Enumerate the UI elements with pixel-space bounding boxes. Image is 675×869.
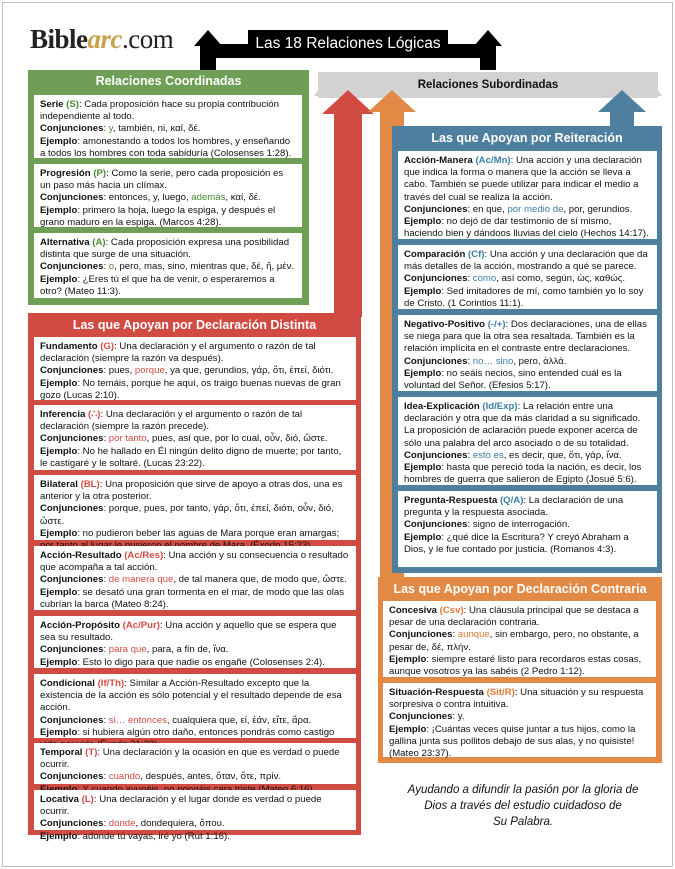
card-inferencia: Inferencia (∴): Una declaración y el argumento o razón de tal declaración (siempre la razón precede). Conjunciones: por tanto, pues, así que, por lo cual, οὖν, διό, ὥστε. Ejemplo: No he hallado en Él ningún delito digno de muerte; por tanto, le castigaré y le soltaré. (Lucas 23:22).	[34, 405, 356, 470]
card-locativa: Locativa (L): Una declaración y el lugar donde es verdad o puede ocurrir. Conjunciones: donde, dondequiera, ὅπου. Ejemplo: adonde tú vayas, iré yo (Rut 1:16).	[34, 790, 356, 830]
card-progresion: Progresión (P): Como la serie, pero cada proposición es un paso más hacia un clímax. Conjunciones: entonces, y, luego, además, καί, δέ. Ejemplo: primero la hoja, luego la espiga, y después el grano maduro en la espiga. (Marcos 4:28).	[34, 164, 302, 227]
card-comparacion: Comparación (Cf): Una acción y una declaración que da más detalles de la acción, mostrando a qué se parece. Conjunciones: como, así como, según, ὡς, καθώς. Ejemplo: Sed imitadores de mí, como también yo lo soy de Cristo. (1 Corintios 11:1).	[398, 245, 657, 309]
contraria-title: Las que Apoyan por Declaración Contraria	[393, 582, 647, 596]
card-accion-manera: Acción-Manera (Ac/Mn): Una acción y una declaración que indica la forma o manera que la acción se lleva a cabo. También se puede utilizar para indicar el medio a través del cual se realiza la acción. Conjunciones: en que, por medio de, por, gerundios. Ejemplo: no dejó de dar testimonio de sí mismo, haciendo bien y dándoos lluvias del cielo (Hechos 14:17).	[398, 151, 657, 239]
card-bilateral: Bilateral (BL): Una proposición que sirve de apoyo a otras dos, una es anterior y la otra posterior. Conjunciones: porque, pues, por tanto, γάρ, ὅτι, ἐπεί, διότι, οὖν, διό, ὥστε. Ejemplo: no pudieron beber las aguas de Mara porque eran amargas;	[34, 475, 356, 540]
coordinadas-title: Relaciones Coordinadas	[95, 74, 242, 88]
card-accion-proposito: Acción-Propósito (Ac/Pur): Una acción y aquello que se espera que sea su resultado. Conjunciones: para que, para, a fin de, ἵνα. Ejemplo: Esto lo digo para que nadie os engañe (Colosenses 2:4).	[34, 616, 356, 668]
card-negativo-positivo: Negativo-Positivo (-/+): Dos declaraciones, una de ellas se niega para que la otra sea resaltada. También es la relación implícita en el contraste entre declaraciones. Conjunciones: no… sino, pero, ἀλλά. Ejemplo: no seáis necios, sino entended cuál es la voluntad del Señor. (Efesios 5:17).	[398, 315, 657, 391]
card-pregunta-respuesta: Pregunta-Respuesta (Q/A): La declaración de una pregunta y la respuesta asociada. Conjunciones: signo de interrogación. Ejemplo: ¿qué dice la Escritura? Y creyó Abraham a Dios, y le fue contado por justicia. (Romanos 4:3).	[398, 491, 657, 567]
card-alternativa: Alternativa (A): Cada proposición expresa una posibilidad distinta que surge de una situación. Conjunciones: o, pero, mas, sino, mientras que, δέ, ἤ, μέν. Ejemplo: ¿Eres tú el que ha de venir, o esperaremos a otro? (Mateo 11:3).	[34, 233, 302, 298]
bibleroc-logo: Biblearc.com	[30, 24, 174, 54]
card-accion-resultado: Acción-Resultado (Ac/Res): Una acción y su consecuencia o resultado que acompaña a tal acción. Conjunciones: de manera que, de tal manera que, de modo que, ὥστε. Ejemplo: se desató una gran tormenta en el mar, de modo que las olas cubrían la barca (Mateo 8:24).	[34, 546, 356, 610]
card-serie: Serie (S): Cada proposición hace su propia contribución independiente al todo. Conjunciones: y, también, ni, καί, δέ. Ejemplo: amonestando a todos los hombres, y enseñando a todos los hombres con toda sabiduría (Colosenses 1:28).	[34, 95, 302, 158]
card-concesiva: Concesiva (Csv): Una cláusula principal que se destaca a pesar de una declaración contraria. Conjunciones: aunque, sin embargo, pero, no obstante, a pesar de, δέ, πλήν. Ejemplo: siempre estaré listo para recordaros estas cosas, aunque vosotros ya las sabéis (2 Pedro 1:12).	[383, 601, 656, 677]
card-temporal: Temporal (T): Una declaración y la ocasión en que es verdad o puede ocurrir. Conjunciones: cuando, después, antes, ὅταν, ὅτε, πρίν.	[34, 743, 356, 784]
card-situacion-respuesta: Situación-Respuesta (Sit/R): Una situación y su respuesta sorpresiva o contra intuitiva. Conjunciones: y. Ejemplo: ¡Cuántas veces quise juntar a tus hijos, como la gallina junta sus pollitos debajo de sus alas, y no quisiste! (Mateo 23:37).	[383, 683, 656, 757]
footer-tagline: Ayudando a difundir la pasión por la gloria de Dios a través del estudio cuidadoso de Su Palabra.	[407, 784, 639, 828]
distinta-title: Las que Apoyan por Declaración Distinta	[72, 318, 317, 332]
card-condicional: Condicional (If/Th): Similar a Acción-Resultado excepto que la existencia de la acción es sólo potencial y el resultado depende de esa acción. Conjunciones: si… entonces, cualquiera que, εἰ, ἐάν, εἴτε, ἄρα. Ejemplo: si hubiera algún otro daño, entonces pondrás como castigo	[34, 674, 356, 738]
page-title: Las 18 Relaciones Lógicas	[248, 30, 448, 58]
card-fundamento: Fundamento (G): Una declaración y el argumento o razón de tal declaración (siempre la razón va después). Conjunciones: pues, porque, ya que, gerundios, γάρ, ὅτι, ἐπεί, διότι. Ejemplo: No temáis, porque he aquí, os traigo buenas nuevas de gran gozo (Lucas 2:10).	[34, 337, 356, 400]
reiteracion-title: Las que Apoyan por Reiteración	[431, 131, 623, 145]
card-idea-explicacion: Idea-Explicación (Id/Exp): La relación entre una declaración y otra que da más claridad a su significado. La proposición de aclaración puede exponer acerca de sólo una palabra del arco asociado o de su totalidad. Conjunciones: esto es, es decir, que, ὅτι, γάρ, ἵνα. Ejemplo: hasta que pereció toda la nación, es decir, los hombres de guerra que salieron de Egipto (Josué 5:6).	[398, 397, 657, 485]
subordinadas-title: Relaciones Subordinadas	[318, 72, 658, 98]
